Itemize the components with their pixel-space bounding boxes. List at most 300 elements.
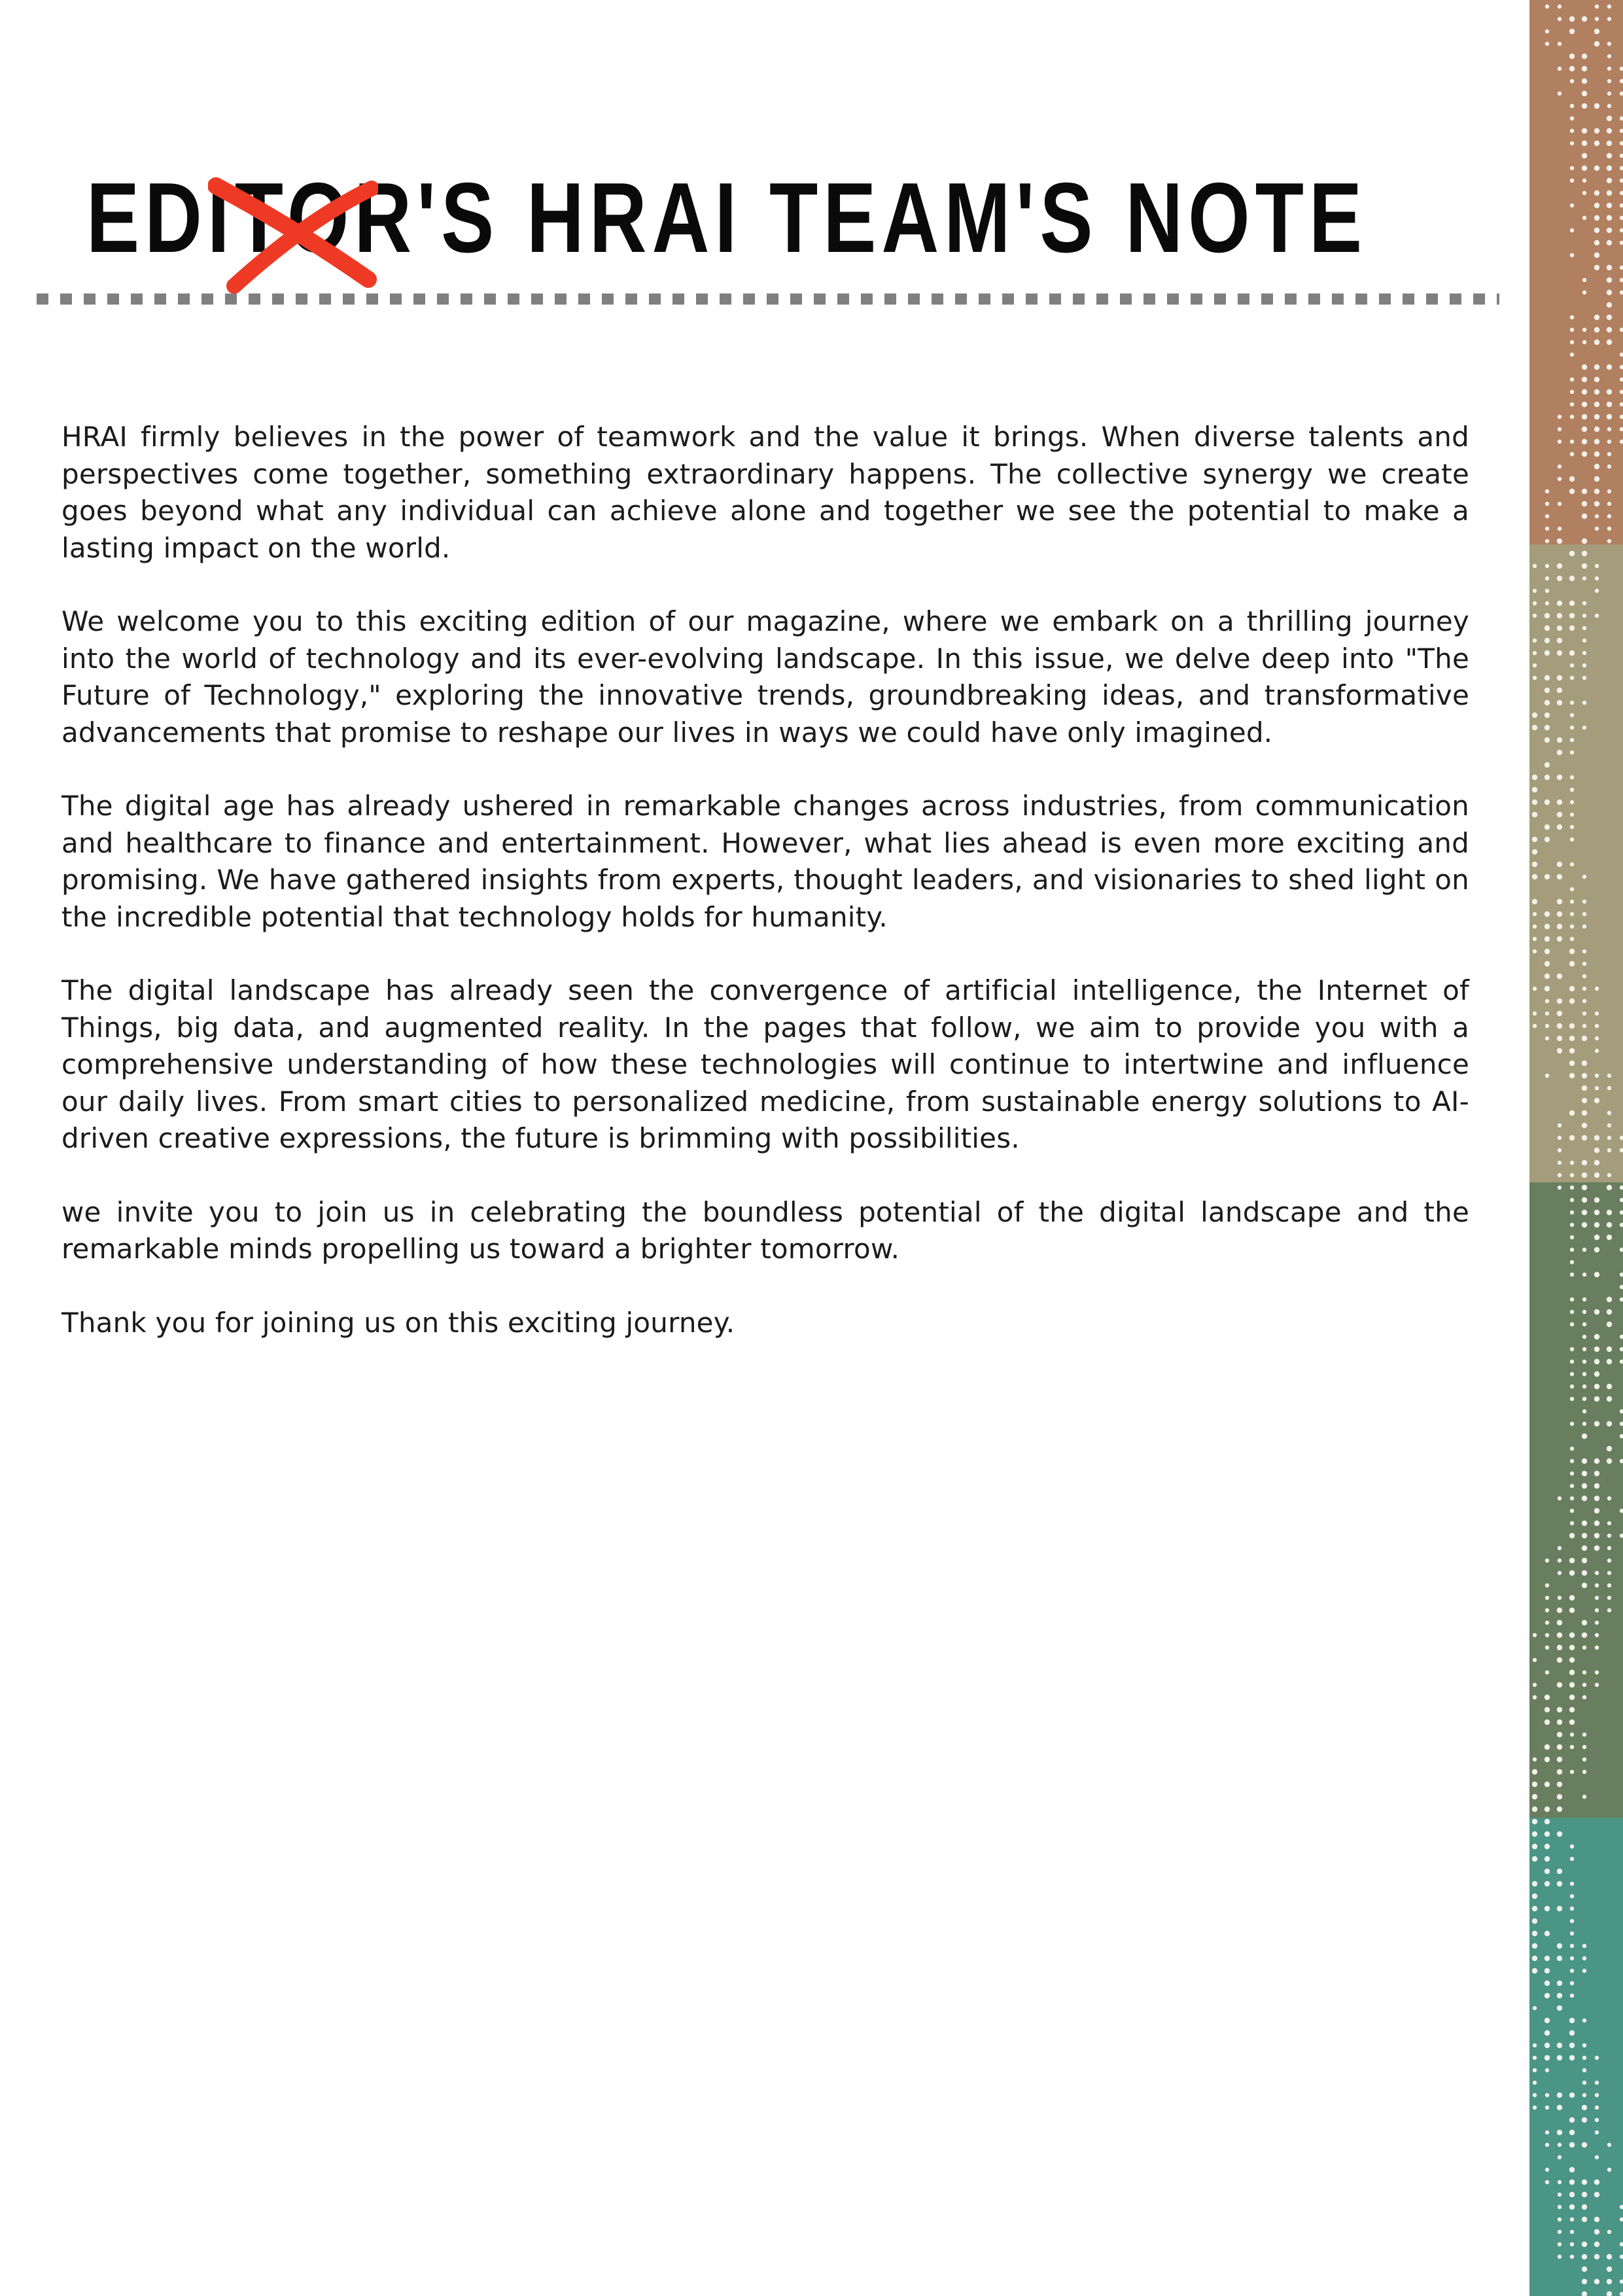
decorative-dot xyxy=(1570,1857,1574,1861)
decorative-dot xyxy=(1545,2106,1549,2110)
decorative-dot xyxy=(1595,1024,1599,1028)
decorative-dot xyxy=(1569,650,1575,656)
decorative-dot xyxy=(1594,1483,1599,1489)
decorative-dot xyxy=(1544,1906,1550,1911)
decorative-dot xyxy=(1582,2192,1587,2197)
decorative-dot xyxy=(1544,1819,1550,1824)
decorative-dot xyxy=(1595,2056,1599,2060)
decorative-dot xyxy=(1594,1222,1599,1227)
decorative-dot xyxy=(1582,439,1587,444)
decorative-dot xyxy=(1570,390,1574,394)
decorative-dot xyxy=(1570,751,1574,754)
decorative-dot xyxy=(1582,1458,1587,1464)
decorative-dot xyxy=(1594,439,1599,444)
decorative-dot xyxy=(1582,639,1586,643)
decorative-dot xyxy=(1607,452,1611,456)
decorative-dot xyxy=(1582,1745,1586,1749)
decorative-dot xyxy=(1533,676,1537,680)
decorative-dot xyxy=(1569,961,1575,966)
decorative-dot xyxy=(1594,1160,1599,1165)
decorative-dot xyxy=(1544,986,1550,991)
decorative-dot xyxy=(1570,788,1574,792)
decorative-dot xyxy=(1569,1110,1575,1116)
decorative-dot xyxy=(1594,141,1599,146)
decorative-dot xyxy=(1545,489,1549,493)
decorative-dot xyxy=(1557,1757,1562,1762)
decorative-dot xyxy=(1570,1310,1574,1314)
decorative-dot xyxy=(1557,862,1562,867)
decorative-dot xyxy=(1607,2254,1612,2259)
decorative-dot xyxy=(1582,1360,1586,1364)
paragraph-2: We welcome you to this exciting edition of our magazine, where we embark on a thrilling journey into the world of technology and its ever-evolving landscape. In this issue, we delve deep into "The Future of Technology," exploring the innovative trends, groundbreaking ideas, and transformative advancements that promise to reshape our lives in ways we could have only imagined. xyxy=(61,605,1469,749)
decorative-dot xyxy=(1582,1110,1587,1116)
decorative-dot xyxy=(1557,750,1562,755)
decorative-dot xyxy=(1570,1969,1574,1973)
decorative-dot xyxy=(1594,1197,1599,1203)
decorative-dot xyxy=(1607,166,1612,171)
decorative-dot xyxy=(1582,962,1586,966)
decorative-dot xyxy=(1607,489,1611,493)
decorative-dot xyxy=(1607,42,1611,46)
decorative-dot xyxy=(1582,278,1586,282)
decorative-dot xyxy=(1582,1298,1586,1301)
decorative-dot xyxy=(1582,1372,1586,1376)
decorative-dot xyxy=(1582,1670,1586,1674)
decorative-dot xyxy=(1557,1036,1562,1041)
decorative-dot xyxy=(1582,1335,1586,1339)
decorative-dot xyxy=(1594,128,1599,133)
decorative-dot xyxy=(1558,502,1562,506)
decorative-dot xyxy=(1582,651,1586,655)
decorative-dot xyxy=(1544,1881,1550,1886)
decorative-dot xyxy=(1582,1733,1586,1737)
decorative-dot xyxy=(1545,2168,1549,2172)
decorative-dot xyxy=(1570,1770,1574,1774)
decorative-dot xyxy=(1607,228,1612,233)
decorative-dot xyxy=(1570,1919,1574,1923)
decorative-dot xyxy=(1570,440,1574,444)
decorative-dot xyxy=(1594,1533,1599,1538)
decorative-dot xyxy=(1582,340,1586,344)
decorative-dot xyxy=(1595,1571,1599,1575)
decorative-dot xyxy=(1570,1894,1574,1898)
decorative-dot xyxy=(1569,1036,1575,1041)
decorative-dot xyxy=(1558,2155,1562,2159)
decorative-dot xyxy=(1545,589,1549,593)
decorative-dot xyxy=(1544,713,1550,718)
decorative-dot xyxy=(1557,1682,1562,1687)
decorative-dot xyxy=(1569,986,1575,991)
decorative-dot xyxy=(1570,1235,1574,1239)
decorative-dot xyxy=(1582,389,1587,395)
decorative-dot xyxy=(1544,1782,1550,1787)
decorative-dot xyxy=(1558,2242,1562,2246)
decorative-dot xyxy=(1595,987,1599,991)
decorative-dot xyxy=(1594,2242,1599,2247)
decorative-dot xyxy=(1569,1135,1575,1140)
decorative-dot xyxy=(1582,216,1586,220)
decorative-dot xyxy=(1594,1384,1599,1389)
decorative-dot xyxy=(1582,912,1586,916)
decorative-dot xyxy=(1570,402,1574,406)
decorative-dot xyxy=(1607,92,1611,96)
decorative-dot xyxy=(1557,974,1562,979)
decorative-dot xyxy=(1582,1757,1586,1761)
decorative-dot xyxy=(1607,2230,1611,2234)
decorative-dot xyxy=(1594,1309,1599,1315)
decorative-dot xyxy=(1570,179,1574,183)
decorative-dot xyxy=(1594,1173,1599,1178)
decorative-dot xyxy=(1570,800,1574,804)
decorative-dot xyxy=(1570,1447,1574,1451)
decorative-dot xyxy=(1582,1385,1586,1388)
decorative-dot xyxy=(1582,1434,1587,1439)
decorative-dot xyxy=(1594,1098,1599,1103)
decorative-dot xyxy=(1544,1831,1550,1837)
decorative-dot xyxy=(1545,1633,1549,1637)
decorative-dot xyxy=(1594,1471,1599,1476)
decorative-dot xyxy=(1582,563,1587,569)
decorative-dot xyxy=(1582,427,1587,432)
decorative-dot xyxy=(1582,1222,1587,1227)
decorative-dot xyxy=(1582,726,1586,730)
decorative-dot xyxy=(1582,601,1586,605)
decorative-dot xyxy=(1570,2217,1574,2221)
decorative-dot xyxy=(1569,998,1575,1004)
decorative-dot xyxy=(1594,2192,1599,2197)
decorative-dot xyxy=(1570,1509,1574,1513)
decorative-dot xyxy=(1557,1993,1562,1998)
decorative-dot xyxy=(1558,1173,1562,1177)
decorative-dot xyxy=(1594,327,1599,332)
decorative-dot xyxy=(1533,601,1537,605)
decorative-dot xyxy=(1569,1670,1575,1675)
decorative-dot xyxy=(1545,514,1549,518)
decorative-dot xyxy=(1594,1396,1599,1402)
decorative-dot xyxy=(1545,601,1549,605)
decorative-dot xyxy=(1570,378,1574,381)
decorative-dot xyxy=(1557,1794,1562,1799)
decorative-dot xyxy=(1582,1073,1587,1078)
decorative-dot xyxy=(1544,1981,1550,1986)
decorative-dot xyxy=(1570,1260,1574,1264)
decorative-dot xyxy=(1569,476,1575,482)
decorative-dot xyxy=(1582,141,1587,146)
decorative-dot xyxy=(1570,701,1574,705)
decorative-dot xyxy=(1558,17,1562,21)
decorative-dot xyxy=(1557,737,1562,743)
decorative-dot xyxy=(1582,128,1587,133)
decorative-dot xyxy=(1582,153,1587,158)
red-cross-mark-icon xyxy=(208,171,378,296)
decorative-dot xyxy=(1557,1881,1562,1886)
decorative-dot xyxy=(1595,1012,1599,1016)
decorative-dot xyxy=(1570,1385,1574,1388)
decorative-dot xyxy=(1532,1819,1537,1824)
decorative-dot xyxy=(1569,2204,1575,2210)
decorative-dot xyxy=(1557,2043,1562,2048)
decorative-dot xyxy=(1607,1496,1611,1500)
decorative-dot xyxy=(1607,1571,1611,1575)
decorative-dot xyxy=(1607,389,1612,395)
decorative-dot xyxy=(1582,1061,1587,1066)
decorative-dot xyxy=(1570,2230,1574,2234)
decorative-dot xyxy=(1582,54,1587,59)
decorative-dot xyxy=(1570,1956,1574,1960)
decorative-dot xyxy=(1595,1646,1599,1650)
decorative-dot xyxy=(1569,2093,1575,2098)
decorative-dot xyxy=(1557,563,1562,569)
decorative-dot xyxy=(1557,824,1562,830)
decorative-dot xyxy=(1558,2230,1562,2234)
decorative-dot xyxy=(1544,1744,1550,1750)
decorative-dot xyxy=(1594,501,1599,506)
decorative-dot xyxy=(1557,1869,1562,1874)
decorative-dot xyxy=(1570,838,1574,841)
decorative-dot xyxy=(1570,1882,1574,1886)
decorative-dot xyxy=(1545,539,1549,543)
decorative-dot xyxy=(1607,1347,1612,1352)
decorative-dot xyxy=(1607,1123,1611,1127)
decorative-dot xyxy=(1532,1968,1537,1973)
decorative-dot xyxy=(1595,514,1599,518)
decorative-dot xyxy=(1557,1023,1562,1029)
decorative-dot xyxy=(1569,2180,1575,2185)
decorative-dot xyxy=(1532,1881,1537,1886)
decorative-dot xyxy=(1582,451,1587,457)
decorative-dot xyxy=(1544,613,1550,618)
decorative-dot xyxy=(1594,166,1599,171)
decorative-dot xyxy=(1607,1583,1611,1587)
decorative-dot xyxy=(1570,1422,1574,1426)
decorative-dot xyxy=(1594,1545,1599,1551)
decorative-dot xyxy=(1557,1807,1562,1812)
decorative-dot xyxy=(1533,639,1537,643)
decorative-dot xyxy=(1533,614,1537,618)
decorative-dot xyxy=(1607,5,1611,9)
decorative-dot xyxy=(1582,974,1586,978)
decorative-dot xyxy=(1570,1472,1574,1475)
decorative-dot xyxy=(1570,912,1574,916)
decorative-dot xyxy=(1545,1074,1549,1078)
decorative-dot xyxy=(1607,67,1611,71)
decorative-dot xyxy=(1558,1136,1562,1140)
decorative-dot xyxy=(1557,650,1562,656)
decorative-dot xyxy=(1570,1397,1574,1401)
decorative-dot xyxy=(1582,66,1587,71)
decorative-dot xyxy=(1544,700,1550,705)
decorative-dot xyxy=(1582,2019,1586,2022)
decorative-dot xyxy=(1545,5,1549,9)
decorative-dot xyxy=(1544,2055,1550,2060)
decorative-dot xyxy=(1595,1596,1599,1600)
decorative-dot xyxy=(1582,2043,1586,2047)
decorative-dot xyxy=(1532,725,1537,730)
decorative-dot xyxy=(1557,1048,1562,1053)
decorative-dot xyxy=(1544,1993,1550,1998)
decorative-dot xyxy=(1532,837,1537,842)
decorative-dot xyxy=(1594,1247,1599,1252)
decorative-dot xyxy=(1558,2143,1562,2147)
article-body xyxy=(61,419,1469,1378)
decorative-dot xyxy=(1582,925,1586,928)
decorative-dot xyxy=(1557,1782,1562,1787)
decorative-dot xyxy=(1533,1683,1537,1687)
decorative-dot xyxy=(1569,1657,1575,1663)
decorative-dot xyxy=(1545,42,1549,46)
decorative-dot xyxy=(1570,925,1574,928)
decorative-dot xyxy=(1607,1173,1611,1177)
decorative-dot xyxy=(1544,775,1550,780)
decorative-dot xyxy=(1570,1981,1574,1985)
decorative-dot xyxy=(1544,1757,1550,1762)
decorative-dot xyxy=(1558,2205,1562,2209)
decorative-dot xyxy=(1582,1173,1587,1178)
decorative-dot xyxy=(1569,1645,1575,1650)
decorative-dot xyxy=(1558,67,1562,71)
decorative-dot xyxy=(1532,1782,1537,1787)
decorative-dot xyxy=(1595,1086,1599,1090)
decorative-dot xyxy=(1533,1757,1537,1761)
decorative-dot xyxy=(1569,949,1575,954)
decorative-dot xyxy=(1533,2056,1537,2060)
decorative-dot xyxy=(1582,1633,1587,1638)
decorative-dot xyxy=(1557,675,1562,680)
decorative-dot xyxy=(1557,1633,1562,1638)
decorative-dot xyxy=(1569,626,1575,631)
decorative-dot xyxy=(1569,1061,1575,1066)
decorative-dot xyxy=(1594,377,1599,382)
decorative-dot xyxy=(1569,1023,1575,1029)
decorative-dot xyxy=(1607,402,1612,407)
decorative-dot xyxy=(1532,899,1537,904)
decorative-dot xyxy=(1570,2255,1574,2259)
decorative-dot xyxy=(1557,1744,1562,1750)
decorative-dot xyxy=(1594,489,1599,494)
decorative-dot xyxy=(1557,812,1562,817)
decorative-dot xyxy=(1607,514,1611,518)
decorative-dot xyxy=(1607,277,1612,283)
decorative-dot xyxy=(1594,103,1599,109)
decorative-dot xyxy=(1533,564,1537,568)
decorative-dot xyxy=(1582,2081,1586,2085)
decorative-dot xyxy=(1532,1844,1537,1849)
decorative-dot xyxy=(1582,1185,1587,1190)
decorative-dot xyxy=(1582,2204,1587,2210)
decorative-dot xyxy=(1544,1931,1550,1936)
decorative-dot xyxy=(1594,1496,1599,1501)
decorative-dot xyxy=(1533,2081,1537,2085)
decorative-dot xyxy=(1569,1695,1575,1700)
decorative-dot xyxy=(1582,2068,1586,2072)
decorative-dot xyxy=(1558,440,1562,444)
decorative-dot xyxy=(1570,203,1574,207)
decorative-dot xyxy=(1582,1422,1586,1426)
decorative-dot xyxy=(1570,166,1574,170)
decorative-dot xyxy=(1594,2229,1599,2234)
decorative-dot xyxy=(1544,800,1550,805)
decorative-dot xyxy=(1594,2254,1599,2259)
decorative-dot xyxy=(1557,899,1562,904)
decorative-dot xyxy=(1557,1645,1562,1650)
decorative-dot xyxy=(1582,2254,1587,2259)
decorative-dot xyxy=(1544,2043,1550,2048)
decorative-dot xyxy=(1570,1161,1574,1165)
decorative-dot xyxy=(1544,626,1550,631)
decorative-dot xyxy=(1558,1559,1562,1563)
decorative-dot xyxy=(1544,1844,1550,1849)
decorative-dot xyxy=(1570,1459,1574,1463)
paragraph-5: we invite you to join us in celebrating the boundless potential of the digital landscape and the remarkable minds propelling us toward a brighter tomorrow. xyxy=(61,1195,1469,1265)
decorative-dot xyxy=(1595,1633,1599,1637)
decorative-dot xyxy=(1582,1024,1586,1028)
decorative-dot xyxy=(1533,2093,1537,2097)
decorative-dot xyxy=(1582,1248,1586,1252)
decorative-dot xyxy=(1582,1558,1587,1563)
decorative-dot xyxy=(1570,663,1574,667)
decorative-dot xyxy=(1558,2180,1562,2184)
decorative-dot xyxy=(1570,1347,1574,1351)
decorative-dot xyxy=(1558,1123,1562,1127)
decorative-dot xyxy=(1557,1732,1562,1737)
decorative-dot xyxy=(1594,1421,1599,1426)
decorative-dot xyxy=(1532,1894,1537,1899)
decorative-dot xyxy=(1607,1559,1611,1563)
decorative-dot xyxy=(1533,651,1537,655)
decorative-dot xyxy=(1570,1248,1574,1252)
decorative-dot xyxy=(1594,1135,1599,1140)
decorative-dot xyxy=(1544,837,1550,842)
decorative-dot xyxy=(1545,1596,1549,1600)
decorative-dot xyxy=(1532,1794,1537,1799)
decorative-dot xyxy=(1570,2242,1574,2246)
decorative-dot xyxy=(1545,1670,1549,1674)
decorative-dot xyxy=(1607,414,1612,419)
decorative-dot xyxy=(1544,1695,1550,1700)
decorative-dot xyxy=(1582,2056,1586,2060)
decorative-dot xyxy=(1582,1570,1587,1576)
decorative-dot xyxy=(1570,315,1574,319)
decorative-dot xyxy=(1595,2155,1599,2159)
decorative-dot xyxy=(1569,576,1575,581)
decorative-dot xyxy=(1582,663,1586,667)
decorative-dot xyxy=(1570,1372,1574,1376)
decorative-dot xyxy=(1595,2093,1599,2097)
decorative-dot xyxy=(1595,2130,1599,2134)
decorative-dot xyxy=(1582,1646,1586,1650)
decorative-dot xyxy=(1607,527,1611,531)
decorative-dot xyxy=(1594,41,1599,46)
decorative-dot xyxy=(1607,1136,1611,1140)
decorative-dot xyxy=(1607,302,1612,308)
decorative-dot xyxy=(1582,489,1587,494)
decorative-dot xyxy=(1582,1086,1587,1091)
decorative-dot xyxy=(1607,265,1612,270)
paragraph-3: The digital age has already ushered in remarkable changes across industries, from communication and healthcare to finance and entertainment. However, what lies ahead is even more exciting and promising. We have gathered insights from experts, thought leaders, and visionaries to shed light on the incredible potential that technology holds for humanity. xyxy=(61,790,1469,933)
decorative-dot xyxy=(1558,1496,1562,1500)
decorative-dot xyxy=(1582,1397,1586,1401)
decorative-dot xyxy=(1557,998,1562,1004)
decorative-dot xyxy=(1582,614,1586,618)
decorative-dot xyxy=(1532,775,1537,780)
decorative-dot xyxy=(1582,2242,1587,2247)
decorative-dot xyxy=(1570,253,1574,257)
decorative-dot xyxy=(1594,2180,1599,2185)
decorative-dot xyxy=(1595,1621,1599,1625)
decorative-dot xyxy=(1570,353,1574,357)
decorative-dot xyxy=(1582,1496,1587,1501)
decorative-dot xyxy=(1557,1956,1562,1961)
